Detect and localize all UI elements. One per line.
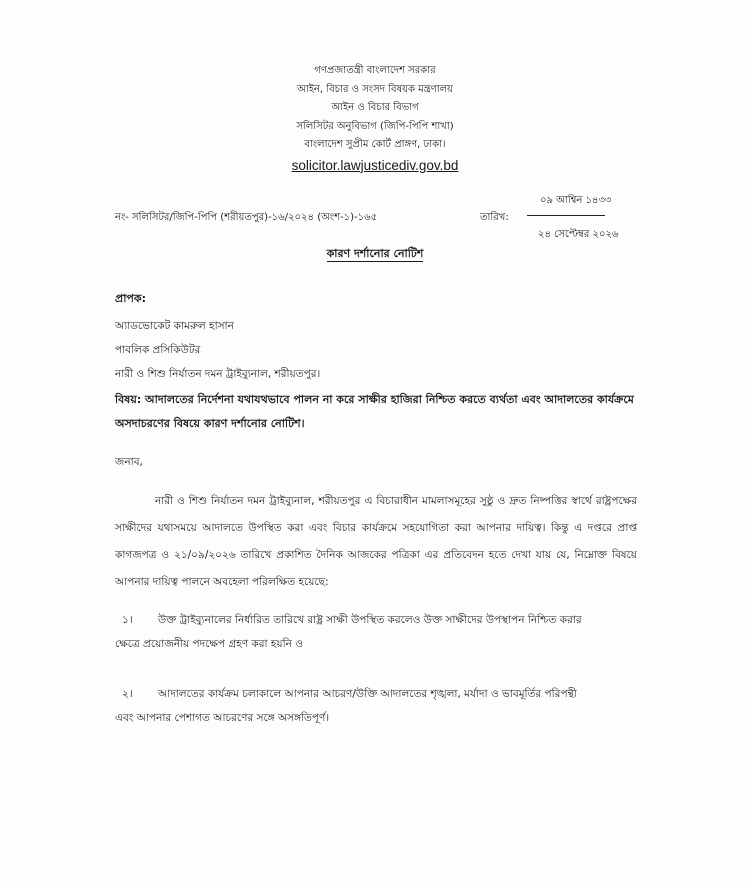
letterhead [0,62,750,177]
subject-line: বিষয়: আদালতের নির্দেশনা যথাযথভাবে পালন না করে সাক্ষীর হাজিরা নিশ্চিত করতে ব্যর্থতা এবং আদালতের কার্যক্রমে অসদাচরণের বিষয়ে কারণ দর্শানোর নোটিশ। [115,393,634,430]
list-item-text-cont: এবং আপনার পেশাগত আচরণের সঙ্গে অসঙ্গতিপূর্ণ। [115,712,330,724]
notice-title: কারণ দর্শানোর নোটিশ [326,247,424,260]
date-divider [527,215,605,216]
recipient-designation: পাবলিক প্রসিকিউটর [115,344,201,356]
letterhead-address: বাংলাদেশ সুপ্রীম কোর্ট প্রাঙ্গণ, ঢাকা। [304,139,446,150]
letterhead-division: আইন ও বিচার বিভাগ [331,102,419,113]
list-item-number: ২। [122,688,133,700]
memo-number: নং- সলিসিটর/জিপি-পিপি (শরীয়তপুর)-১৬/২০২৪ (অংশ-১)-১৬৫ [115,212,378,223]
notice-title-wrapper [0,245,750,264]
recipient-office: নারী ও শিশু নির্যাতন দমন ট্রাইব্যুনাল, শরীয়তপুর। [115,368,321,380]
letterhead-government: গণপ্রজাতন্ত্রী বাংলাদেশ সরকার [314,65,436,76]
list-item-text-cont: ক্ষেত্রে প্রয়োজনীয় পদক্ষেপ গ্রহণ করা হয়নি ও [115,638,303,650]
body-paragraph: নারী ও শিশু নির্যাতন দমন ট্রাইব্যুনাল, শরীয়তপুর এ বিচারাধীন মামলাসমূহের সুষ্ঠু ও দ্রুত নিষ্পত্তির স্বার্থে রাষ্ট্রপক্ষের সাক্ষীদের যথাসময়ে আদালতে উপস্থিত করা এবং বিচার কার্যক্রমে সহযোগিতা করা আপনার দায়িত্ব। কিন্তু এ দপ্তরে প্রাপ্ত কাগজপত্র ও ২১/০৯/২০২৬ তারিখে প্রকাশিত দৈনিক আজকের পত্রিকা এর প্রতিবেদন হতে দেখা যায় যে, নিম্নোক্ত বিষয়ে আপনার দায়িত্ব পালনে অবহেলা পরিলক্ষিত হয়েছে: [115,495,637,588]
website-link[interactable]: solicitor.lawjusticediv.gov.bd [291,157,459,173]
date-bangla: ০৯ আশ্বিন ১৪৩৩ [540,195,612,206]
list-item [115,682,640,730]
list-item [115,608,640,656]
recipient-block [115,314,320,386]
list-item-text: উক্ত ট্রাইব্যুনালের নির্ধারিত তারিখে রাষ্ট্র সাক্ষী উপস্থিত করলেও উক্ত সাক্ষীদের উপস্থাপন নিশ্চিত করার [158,614,582,626]
salutation: জনাব, [115,456,143,468]
letterhead-ministry: আইন, বিচার ও সংসদ বিষয়ক মন্ত্রণালয় [297,83,453,95]
list-item-text: আদালতের কার্যক্রম চলাকালে আপনার আচরণ/উক্তি আদালতের শৃঙ্খলা, মর্যাদা ও ভাবমূর্তির পরিপন্থী [158,688,577,700]
recipient-name: অ্যাডভোকেট কামরুল হাসান [115,320,234,332]
recipient-label: প্রাপক: [115,292,146,305]
date-label: তারিখ: [480,212,509,223]
letterhead-wing: সলিসিটর অনুবিভাগ (জিপি-পিপি শাখা) [296,120,454,132]
date-english: ২৪ সেপ্টেম্বর ২০২৬ [538,229,619,240]
list-item-number: ১। [122,614,133,626]
